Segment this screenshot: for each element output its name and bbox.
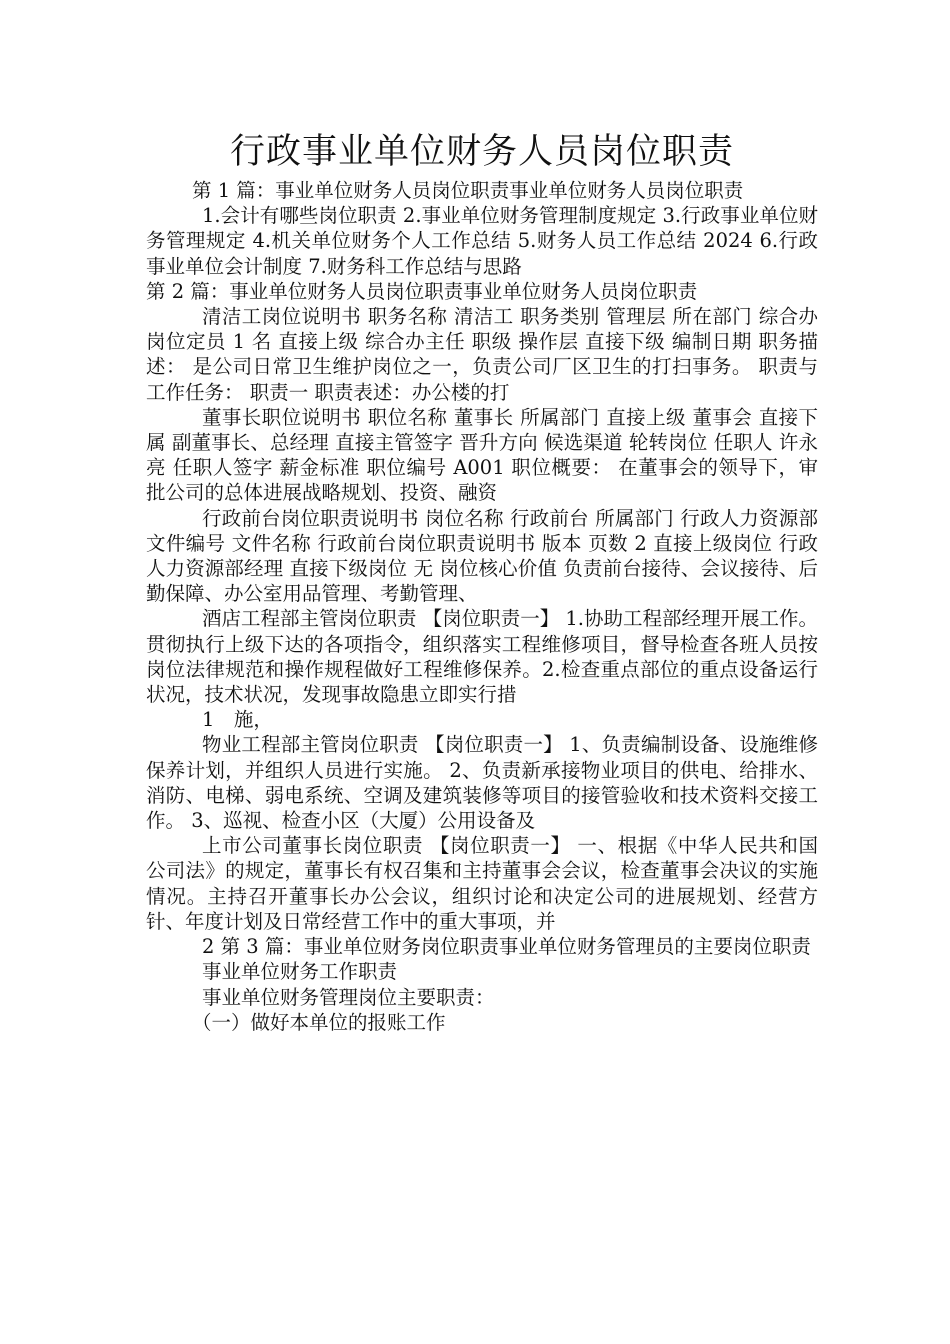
paragraph-cleaner: 清洁工岗位说明书 职务名称 清洁工 职务类别 管理层 所在部门 综合办 岗位定员 1 名 直接上级 综合办主任 职级 操作层 直接下级 编制日期 职务描述： 是公司日常卫生维护岗位之一，负责公司厂区卫生的打扫事务。 职责与工作任务： 职责一 职责表述：办公楼的打 bbox=[146, 305, 818, 404]
paragraph-page-break-1: 1 施， bbox=[202, 708, 273, 732]
section-heading-3: 2 第 3 篇：事业单位财务岗位职责事业单位财务管理员的主要岗位职责 bbox=[202, 935, 811, 959]
section-heading-2: 第 2 篇：事业单位财务人员岗位职责事业单位财务人员岗位职责 bbox=[146, 279, 698, 303]
paragraph-front-desk: 行政前台岗位职责说明书 岗位名称 行政前台 所属部门 行政人力资源部 文件编号 文件名称 行政前台岗位职责说明书 版本 页数 2 直接上级岗位 行政人力资源部经理 直接下级岗位 无 岗位核心价值 负责前台接待、会议接待、后勤保障、办公室用品管理、考勤管理、 bbox=[146, 506, 818, 606]
paragraph-related-list-1: 1.会计有哪些岗位职责 2.事业单位财务管理制度规定 3.行政事业单位财务管理规定 4.机关单位财务个人工作总结 5.财务人员工作总结 2024 6.行政事业单位会计制度 7.财务科工作总结与思路 bbox=[146, 204, 818, 278]
document-page bbox=[146, 128, 818, 1035]
paragraph-finance-duties-title: 事业单位财务工作职责 bbox=[202, 960, 398, 984]
paragraph-hotel-engineering: 酒店工程部主管岗位职责 【岗位职责一】 1.协助工程部经理开展工作。贯彻执行上级下达的各项指令，组织落实工程维修项目，督导检查各班人员按岗位法律规范和操作规程做好工程维修保养。2.检查重点部位的重点设备运行状况，技术状况，发现事故隐患立即实行措 bbox=[146, 607, 819, 707]
paragraph-finance-management-title: 事业单位财务管理岗位主要职责： bbox=[202, 985, 495, 1009]
paragraph-reimbursement: （一）做好本单位的报账工作 bbox=[192, 1010, 446, 1034]
section-heading-1: 第 1 篇：事业单位财务人员岗位职责事业单位财务人员岗位职责 bbox=[192, 179, 744, 202]
paragraph-listed-chairman: 上市公司董事长岗位职责 【岗位职责一】 一、根据《中华人民共和国公司法》的规定，董事长有权召集和主持董事会会议，检查董事会决议的实施情况。主持召开董事长办公会议，组织讨论和决定公司的进展规划、经营方针、年度计划及日常经营工作中的重大事项，并 bbox=[146, 834, 818, 933]
paragraph-property-engineering: 物业工程部主管岗位职责 【岗位职责一】 1、负责编制设备、设施维修保养计划，并组织人员进行实施。 2、负责新承接物业项目的供电、给排水、消防、电梯、弱电系统、空调及建筑装修等项目的接管验收和技术资料交接工作。 3、巡视、检查小区（大厦）公用设备及 bbox=[146, 733, 818, 833]
paragraph-chairman: 董事长职位说明书 职位名称 董事长 所属部门 直接上级 董事会 直接下属 副董事长、总经理 直接主管签字 晋升方向 候选渠道 轮转岗位 任职人 许永亮 任职人签字 薪金标准 职位编号 A001 职位概要： 在董事会的领导下，审批公司的总体进展战略规划、投资、融资 bbox=[146, 405, 818, 505]
document-title: 行政事业单位财务人员岗位职责 bbox=[229, 132, 734, 172]
